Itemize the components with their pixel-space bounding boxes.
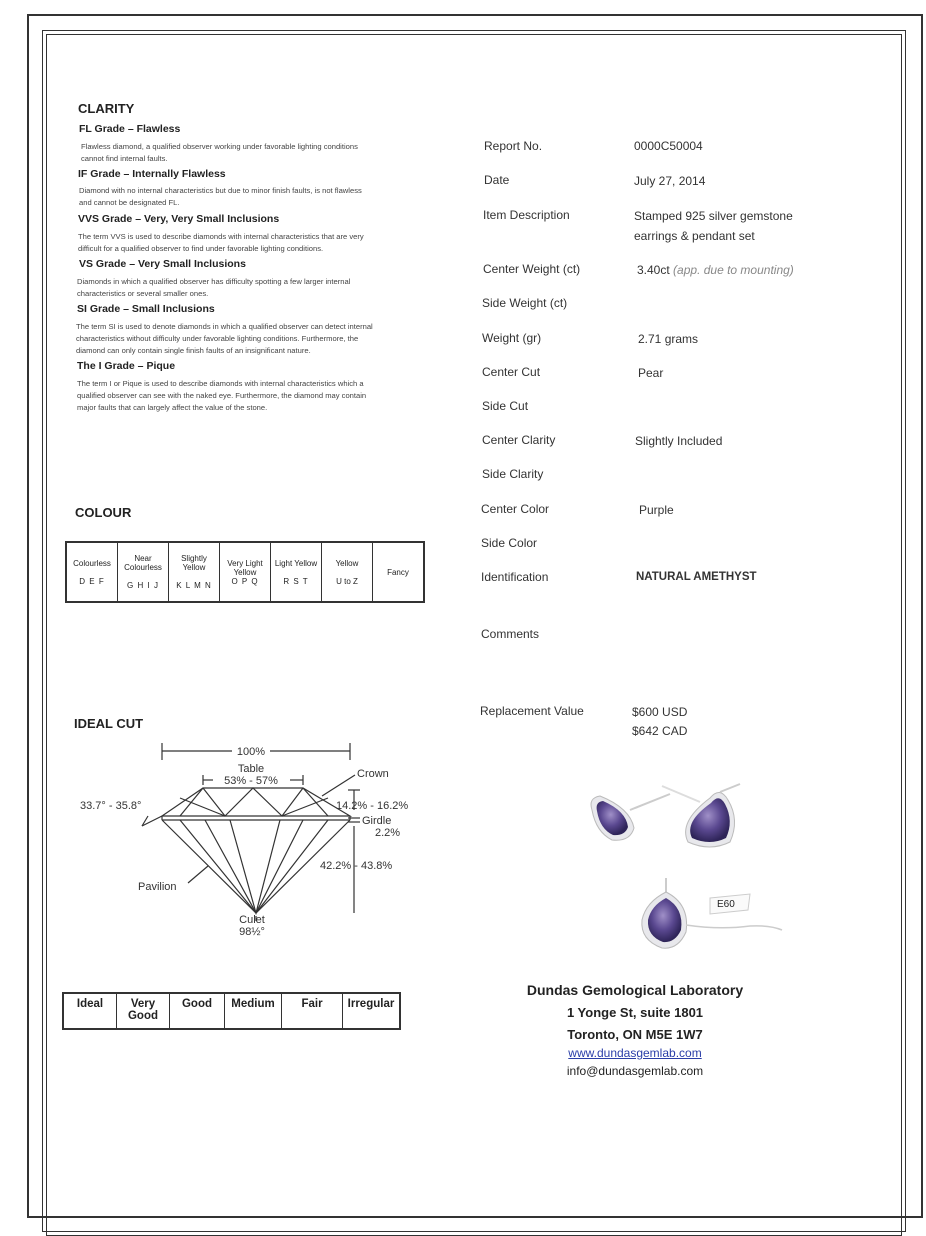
table-label: Table	[237, 763, 265, 775]
field-value: 0000C50004	[634, 139, 703, 153]
field-value: July 27, 2014	[634, 174, 706, 188]
field-value: Slightly Included	[635, 434, 723, 448]
cut-grade-table	[62, 992, 401, 1030]
price-tag-text: E60	[717, 899, 735, 910]
field-value: Stamped 925 silver gemstone	[634, 209, 793, 223]
crown-height-label: 14.2% - 16.2%	[336, 800, 409, 812]
clarity-grade-heading: VS Grade – Very Small Inclusions	[79, 258, 246, 270]
field-label: Center Weight (ct)	[483, 262, 581, 276]
field-value: Pear	[638, 366, 664, 380]
field-value: 3.40ct (app. due to mounting)	[637, 263, 794, 277]
field-label: Center Color	[481, 502, 550, 516]
cut-grade-cell: Good	[170, 993, 225, 1029]
girdle-label: Girdle	[362, 815, 392, 827]
ideal-cut-diagram	[70, 738, 440, 938]
field-label: Center Clarity	[482, 433, 556, 447]
culet-label: Culet	[239, 914, 265, 926]
clarity-grade-heading: IF Grade – Internally Flawless	[78, 168, 226, 180]
colour-cell: Very Light Yellow O P Q	[220, 542, 271, 602]
field-value: Purple	[639, 503, 674, 517]
colour-scale-table	[65, 541, 425, 603]
field-label: Center Cut	[482, 365, 541, 379]
clarity-grade-desc: Flawless diamond, a qualified observer working under favorable lighting conditions cannot find internal faults.	[81, 142, 358, 163]
field-value-line2: earrings & pendant set	[634, 229, 755, 243]
pavilion-label: Pavilion	[138, 881, 177, 893]
cut-grade-cell: Ideal	[63, 993, 117, 1029]
jewelry-photo	[570, 780, 790, 965]
field-label: Identification	[481, 570, 549, 584]
lab-website-link[interactable]: www.dundasgemlab.com	[568, 1046, 702, 1060]
colour-cell: Light Yellow R S T	[271, 542, 322, 602]
clarity-grade-desc: The term VVS is used to describe diamonds with internal characteristics that are very difficult for a qualified observer to find under favorable lighting conditions.	[78, 232, 364, 253]
crown-angle-label: 33.7° - 35.8°	[80, 800, 142, 812]
field-label: Side Weight (ct)	[482, 296, 568, 310]
lab-email[interactable]: info@dundasgemlab.com	[566, 1064, 704, 1078]
girdle-pct-label: 2.2%	[375, 827, 401, 839]
diagram-labels	[80, 746, 408, 938]
width-pct-label: 100%	[236, 746, 266, 758]
table-pct-label: 53% - 57%	[224, 775, 278, 787]
field-label: Side Cut	[482, 399, 529, 413]
crown-label: Crown	[357, 768, 389, 780]
clarity-grade-heading: The I Grade – Pique	[77, 360, 176, 372]
field-label: Comments	[481, 627, 540, 641]
clarity-grade-heading: VVS Grade – Very, Very Small Inclusions	[78, 213, 280, 225]
field-label: Side Color	[481, 536, 538, 550]
field-label: Item Description	[483, 208, 570, 222]
lab-address-1: 1 Yonge St, suite 1801	[566, 1005, 704, 1020]
colour-cell: Slightly Yellow K L M N	[169, 542, 220, 602]
ideal-cut-title: IDEAL CUT	[74, 716, 144, 731]
field-label: Weight (gr)	[482, 331, 542, 345]
field-label: Report No.	[484, 139, 543, 153]
field-label: Side Clarity	[482, 467, 544, 481]
colour-cell: Near Colourless G H I J	[118, 542, 169, 602]
colour-cell: Yellow U to Z	[322, 542, 373, 602]
lab-name: Dundas Gemological Laboratory	[526, 982, 744, 998]
pavilion-depth-label: 42.2% - 43.8%	[320, 860, 393, 872]
clarity-grade-heading: SI Grade – Small Inclusions	[77, 303, 215, 315]
cut-grade-cell: Medium	[225, 993, 282, 1029]
earring-right	[662, 784, 740, 847]
earring-left	[591, 794, 670, 840]
colour-title: COLOUR	[75, 505, 132, 520]
field-label: Date	[484, 173, 510, 187]
clarity-grade-desc: Diamonds in which a qualified observer has difficulty spotting a few larger internal characteristics or several smaller ones.	[77, 277, 351, 298]
clarity-grade-desc: Diamond with no internal characteristics but due to minor finish faults, is not flawless and cannot be designated FL.	[79, 186, 362, 207]
colour-cell: Fancy	[373, 542, 425, 602]
replacement-cad: $642 CAD	[632, 724, 688, 738]
cut-grade-cell: Very Good	[117, 993, 170, 1029]
culet-angle-label: 98½°	[239, 926, 265, 938]
pendant	[642, 878, 782, 948]
field-value: NATURAL AMETHYST	[636, 571, 757, 583]
cut-grade-cell: Irregular	[343, 993, 401, 1029]
field-note: (app. due to mounting)	[673, 263, 794, 277]
replacement-label: Replacement Value	[480, 704, 584, 718]
colour-cell: Colourless D E F	[66, 542, 118, 602]
replacement-usd: $600 USD	[632, 705, 688, 719]
clarity-grade-heading: FL Grade – Flawless	[79, 123, 181, 135]
clarity-title: CLARITY	[78, 101, 135, 116]
clarity-grade-desc: The term I or Pique is used to describe diamonds with internal characteristics which a qualified observer can see with the naked eye. Furthermore, the diamond may contain major faults that can largely affect the value of the stone.	[77, 379, 367, 412]
clarity-grade-desc: The term SI is used to denote diamonds in which a qualified observer can detect internal characteristics without difficulty under favorable lighting conditions. Furthermore, the diamond can only contain single finish faults of an insignificant nature.	[76, 322, 373, 355]
cut-grade-cell: Fair	[282, 993, 343, 1029]
lab-address-2: Toronto, ON M5E 1W7	[567, 1027, 703, 1042]
field-value: 2.71 grams	[638, 332, 699, 346]
